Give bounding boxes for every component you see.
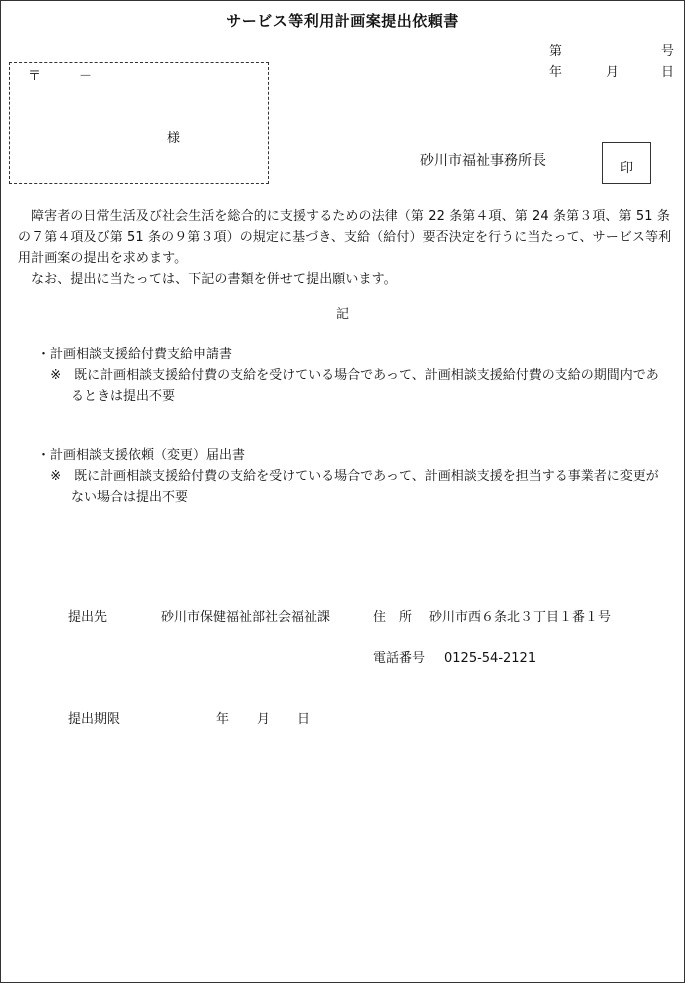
deadline-day: 日 <box>297 712 311 727</box>
deadline-month: 月 <box>257 712 271 727</box>
phone-number: 0125-54-2121 <box>444 651 537 666</box>
seal-box <box>602 142 651 184</box>
honorific-sama: 様 <box>167 131 181 146</box>
postal-dash: － <box>79 69 93 84</box>
item-1-note: ※ 既に計画相談支援給付費の支給を受けている場合であって、計画相談支援給付費の支給の期間内であるときは提出不要 <box>50 368 659 404</box>
deadline-label: 提出期限 <box>68 712 121 727</box>
sender-name: 砂川市福祉事務所長 <box>420 153 546 169</box>
phone-label: 電話番号 <box>373 651 426 666</box>
item-2-note-block <box>45 466 670 508</box>
ki-heading: 記 <box>336 307 350 322</box>
body-paragraph-2: なお、提出に当たっては、下記の書類を併せて提出願います。 <box>31 272 397 287</box>
item-2-note: ※ 既に計画相談支援給付費の支給を受けている場合であって、計画相談支援を担当する事業者に変更がない場合は提出不要 <box>50 469 659 505</box>
address-label: 住 所 <box>373 610 413 625</box>
date-year: 年 <box>549 65 563 80</box>
deadline-year: 年 <box>216 712 230 727</box>
item-2-title: ・計画相談支援依頼（変更）届出書 <box>37 448 246 463</box>
submit-address: 砂川市西６条北３丁目１番１号 <box>429 610 612 625</box>
item-1-note-block <box>45 365 670 407</box>
seal-label: 印 <box>619 161 633 176</box>
item-1-title: ・計画相談支援給付費支給申請書 <box>37 347 233 362</box>
document-title: サービス等利用計画案提出依頼書 <box>226 12 459 30</box>
submit-label: 提出先 <box>68 610 108 625</box>
body-paragraph-1: 障害者の日常生活及び社会生活を総合的に支援するための法律（第 22 条第４項、第 24 条第３項、第 51 条の７第４項及び第 51 条の９第３項）の規定に基づき、支給（給付）要否決定を行うに当たって、サービス等利用計画案の提出を求めます。 <box>18 209 672 266</box>
recipient-address-box <box>9 62 269 184</box>
postal-mark: 〒 <box>28 69 42 84</box>
number-go: 号 <box>661 44 675 59</box>
submit-dept: 砂川市保健福祉部社会福祉課 <box>161 610 331 625</box>
date-month: 月 <box>606 65 620 80</box>
number-dai: 第 <box>549 44 563 59</box>
body-text <box>18 206 673 290</box>
date-day: 日 <box>661 65 675 80</box>
